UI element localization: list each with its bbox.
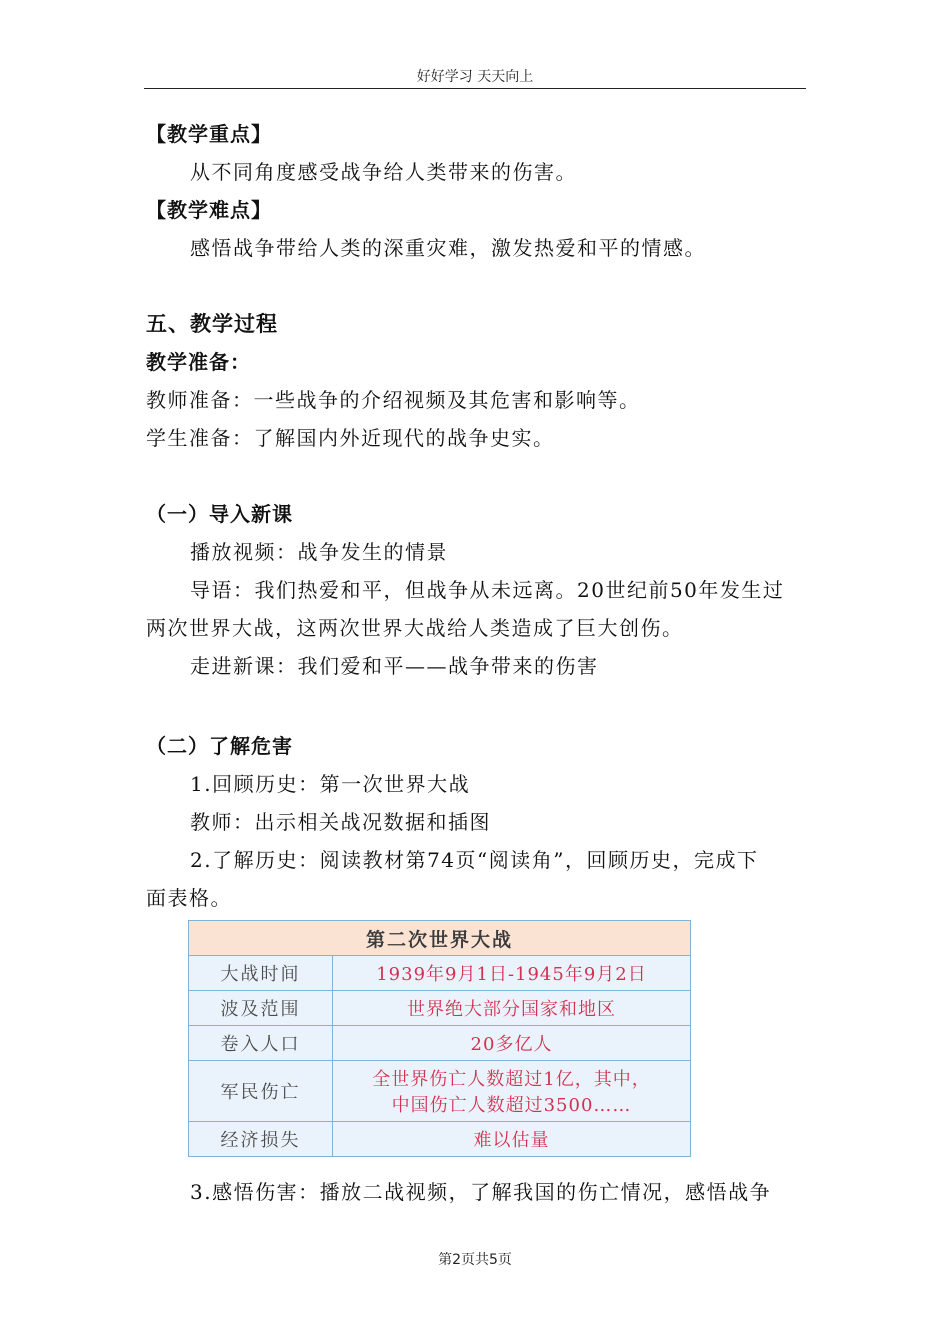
part1-new-lesson: 走进新课：我们爱和平——战争带来的伤害 bbox=[190, 654, 599, 678]
process-heading: 五、教学过程 bbox=[146, 312, 278, 336]
row-value-line1: 全世界伤亡人数超过1亿，其中， bbox=[372, 1069, 651, 1090]
table-row bbox=[189, 956, 691, 991]
row-key: 军民伤亡 bbox=[189, 1061, 333, 1122]
part2-feel: 3.感悟伤害：播放二战视频，了解我国的伤亡情况，感悟战争 bbox=[190, 1180, 772, 1204]
page-header: 好好学习 天天向上 bbox=[416, 69, 534, 85]
row-value: 难以估量 bbox=[333, 1122, 691, 1157]
part2-read-a: 2.了解历史：阅读教材第74页“阅读角”，回顾历史，完成下 bbox=[190, 848, 759, 872]
table-row bbox=[189, 991, 691, 1026]
part2-teacher: 教师：出示相关战况数据和插图 bbox=[190, 810, 491, 834]
key-points-text: 从不同角度感受战争给人类带来的伤害。 bbox=[190, 160, 577, 184]
part2-heading: （二）了解危害 bbox=[146, 734, 293, 758]
difficulty-heading: 【教学难点】 bbox=[146, 198, 272, 222]
ww2-table bbox=[188, 920, 691, 1157]
student-prep: 学生准备：了解国内外近现代的战争史实。 bbox=[146, 426, 555, 450]
row-value: 20多亿人 bbox=[333, 1026, 691, 1061]
page-footer: 第2页共5页 bbox=[438, 1252, 512, 1268]
part2-read-b: 面表格。 bbox=[146, 886, 232, 910]
prep-heading: 教学准备： bbox=[146, 350, 251, 374]
part1-heading: （一）导入新课 bbox=[146, 502, 293, 526]
row-key: 大战时间 bbox=[189, 956, 333, 991]
part1-video: 播放视频：战争发生的情景 bbox=[190, 540, 448, 564]
part1-intro-a: 导语：我们热爱和平，但战争从未远离。20世纪前50年发生过 bbox=[190, 578, 785, 602]
header-divider bbox=[144, 88, 806, 89]
row-value: 1939年9月1日-1945年9月2日 bbox=[333, 956, 691, 991]
row-value-line2: 中国伤亡人数超过3500…… bbox=[391, 1095, 632, 1116]
row-key: 经济损失 bbox=[189, 1122, 333, 1157]
teacher-prep: 教师准备：一些战争的介绍视频及其危害和影响等。 bbox=[146, 388, 641, 412]
part2-review: 1.回顾历史：第一次世界大战 bbox=[190, 772, 471, 796]
key-points-heading: 【教学重点】 bbox=[146, 122, 272, 146]
table-title: 第二次世界大战 bbox=[189, 921, 691, 956]
row-value bbox=[333, 1061, 691, 1122]
table-row bbox=[189, 1122, 691, 1157]
row-key: 卷入人口 bbox=[189, 1026, 333, 1061]
table-row bbox=[189, 1026, 691, 1061]
part1-intro-b: 两次世界大战，这两次世界大战给人类造成了巨大创伤。 bbox=[146, 616, 684, 640]
difficulty-text: 感悟战争带给人类的深重灾难，激发热爱和平的情感。 bbox=[190, 236, 706, 260]
row-key: 波及范围 bbox=[189, 991, 333, 1026]
row-value: 世界绝大部分国家和地区 bbox=[333, 991, 691, 1026]
table-row bbox=[189, 1061, 691, 1122]
